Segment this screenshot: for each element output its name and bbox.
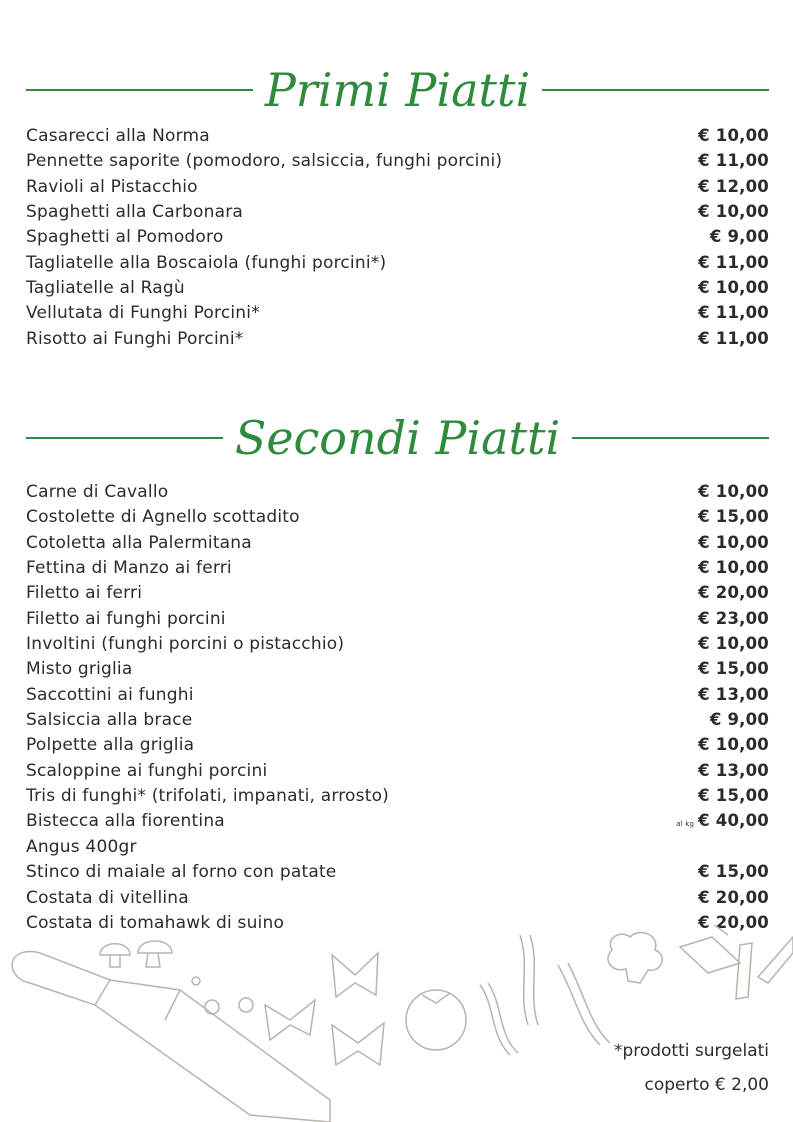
dish-name: Spaghetti alla Carbonara [26, 202, 244, 223]
dish-name: Vellutata di Funghi Porcini* [26, 303, 260, 324]
dish-price [698, 278, 769, 297]
dish-name: Costata di tomahawk di suino [26, 912, 285, 933]
menu-item [26, 177, 769, 202]
dish-name: Stinco di maiale al forno con patate [26, 862, 337, 883]
dish-price [698, 126, 769, 145]
header-rule-left [26, 89, 253, 91]
dish-name: Ravioli al Pistacchio [26, 176, 198, 197]
dish-price [698, 303, 769, 322]
cover-charge: coperto € 2,00 [644, 1075, 769, 1095]
price-value: € 9,00 [709, 227, 769, 247]
dish-name: Cotoletta alla Palermitana [26, 532, 252, 553]
frozen-note: *prodotti surgelati [613, 1041, 769, 1061]
menu-item [26, 609, 769, 634]
price-value: € 9,00 [709, 710, 769, 730]
menu-item [26, 862, 769, 887]
menu-item [26, 329, 769, 354]
dish-name: Costolette di Agnello scottadito [26, 507, 300, 528]
dish-name: Fettina di Manzo ai ferri [26, 558, 232, 579]
menu-item [26, 735, 769, 760]
secondi-title: Secondi Piatti [234, 411, 561, 465]
dish-price [698, 583, 769, 602]
menu-item [26, 507, 769, 532]
dish-name: Tagliatelle al Ragù [26, 278, 185, 299]
dish-name: Spaghetti al Pomodoro [26, 227, 224, 248]
dish-name: Carne di Cavallo [26, 482, 169, 502]
dish-price [698, 685, 769, 704]
footer-notes [614, 1036, 769, 1104]
dish-name: Bistecca alla fiorentina [26, 811, 225, 832]
header-rule-right [572, 437, 769, 439]
dish-name: Tagliatelle alla Boscaiola (funghi porcini*) [26, 252, 387, 273]
dish-price [698, 177, 769, 196]
price-value: € 10,00 [698, 735, 769, 755]
dish-price [698, 862, 769, 881]
dish-price [698, 151, 769, 170]
dish-price [698, 609, 769, 628]
dish-price [698, 634, 769, 653]
price-value: € 10,00 [698, 202, 769, 222]
menu-item [26, 888, 769, 913]
menu-item [26, 482, 769, 507]
dish-price [676, 811, 769, 830]
dish-price [698, 735, 769, 754]
price-value: € 13,00 [698, 760, 769, 780]
price-value: € 11,00 [698, 252, 769, 272]
menu-item [26, 533, 769, 558]
menu-item [26, 685, 769, 710]
dish-price [698, 329, 769, 348]
dish-price [698, 659, 769, 678]
price-value: € 10,00 [698, 278, 769, 298]
price-unit: al kg [676, 820, 695, 829]
dish-price [698, 507, 769, 526]
dish-name: Costata di vitellina [26, 887, 189, 908]
dish-price [698, 786, 769, 805]
dish-name: Salsiccia alla brace [26, 710, 193, 731]
header-rule-right [542, 89, 769, 91]
price-value: € 15,00 [698, 507, 769, 527]
primi-list [26, 126, 769, 354]
pea-icons [192, 977, 253, 1014]
dish-name: Casarecci alla Norma [26, 126, 210, 146]
menu-item [26, 811, 769, 836]
dish-price [710, 710, 769, 729]
dish-name: Scaloppine ai funghi porcini [26, 760, 268, 781]
header-rule-left [26, 437, 223, 439]
dish-name: Filetto ai funghi porcini [26, 608, 226, 629]
primi-title: Primi Piatti [264, 63, 531, 117]
dish-price [698, 558, 769, 577]
dish-price [698, 888, 769, 907]
price-value: € 11,00 [698, 151, 769, 171]
menu-item [26, 303, 769, 328]
dish-name: Angus 400gr [26, 836, 137, 857]
penne-icon [680, 925, 793, 999]
price-value: € 10,00 [698, 532, 769, 552]
dish-name: Misto griglia [26, 659, 133, 680]
farfalle-icon [265, 953, 384, 1065]
price-value: € 23,00 [698, 608, 769, 628]
twisted-pasta-icon [480, 935, 610, 1055]
dish-name: Polpette alla griglia [26, 735, 195, 756]
menu-item [26, 151, 769, 176]
price-value: € 15,00 [698, 862, 769, 882]
dish-name: Tris di funghi* (trifolati, impanati, arrosto) [26, 786, 389, 807]
menu-item [26, 583, 769, 608]
price-value: € 20,00 [698, 583, 769, 603]
menu-item [26, 253, 769, 278]
dish-price [698, 482, 769, 501]
menu-item [26, 278, 769, 303]
price-value: € 40,00 [698, 811, 769, 831]
dish-name: Filetto ai ferri [26, 583, 143, 604]
dish-price [698, 533, 769, 552]
price-value: € 15,00 [698, 659, 769, 679]
menu-item [26, 126, 769, 151]
tomato-icon [406, 990, 466, 1050]
broccoli-icon [608, 933, 662, 983]
price-value: € 20,00 [698, 912, 769, 932]
dish-name: Risotto ai Funghi Porcini* [26, 328, 244, 349]
price-value: € 11,00 [698, 303, 769, 323]
menu-item [26, 634, 769, 659]
menu-item [26, 558, 769, 583]
menu-item [26, 202, 769, 227]
price-value: € 10,00 [698, 634, 769, 654]
secondi-header [26, 408, 769, 468]
price-value: € 15,00 [698, 786, 769, 806]
price-value: € 20,00 [698, 887, 769, 907]
price-value: € 11,00 [698, 328, 769, 348]
dish-name: Pennette saporite (pomodoro, salsiccia, funghi porcini) [26, 151, 503, 172]
menu-item [26, 761, 769, 786]
dish-price [698, 202, 769, 221]
primi-header [26, 60, 769, 120]
price-value: € 10,00 [698, 482, 769, 501]
rolling-pin-icon [12, 951, 330, 1122]
dish-name: Saccottini ai funghi [26, 684, 194, 705]
price-value: € 10,00 [698, 126, 769, 145]
menu-item [26, 227, 769, 252]
dish-price [698, 761, 769, 780]
dish-price [698, 253, 769, 272]
dish-name: Involtini (funghi porcini o pistacchio) [26, 634, 345, 655]
price-value: € 10,00 [698, 558, 769, 578]
price-value: € 12,00 [698, 176, 769, 196]
mushroom-icon [100, 941, 172, 967]
menu-item [26, 659, 769, 684]
dish-price [710, 227, 769, 246]
menu-item [26, 786, 769, 811]
secondi-list [26, 482, 769, 938]
menu-item [26, 710, 769, 735]
menu-item [26, 837, 769, 862]
price-value: € 13,00 [698, 684, 769, 704]
